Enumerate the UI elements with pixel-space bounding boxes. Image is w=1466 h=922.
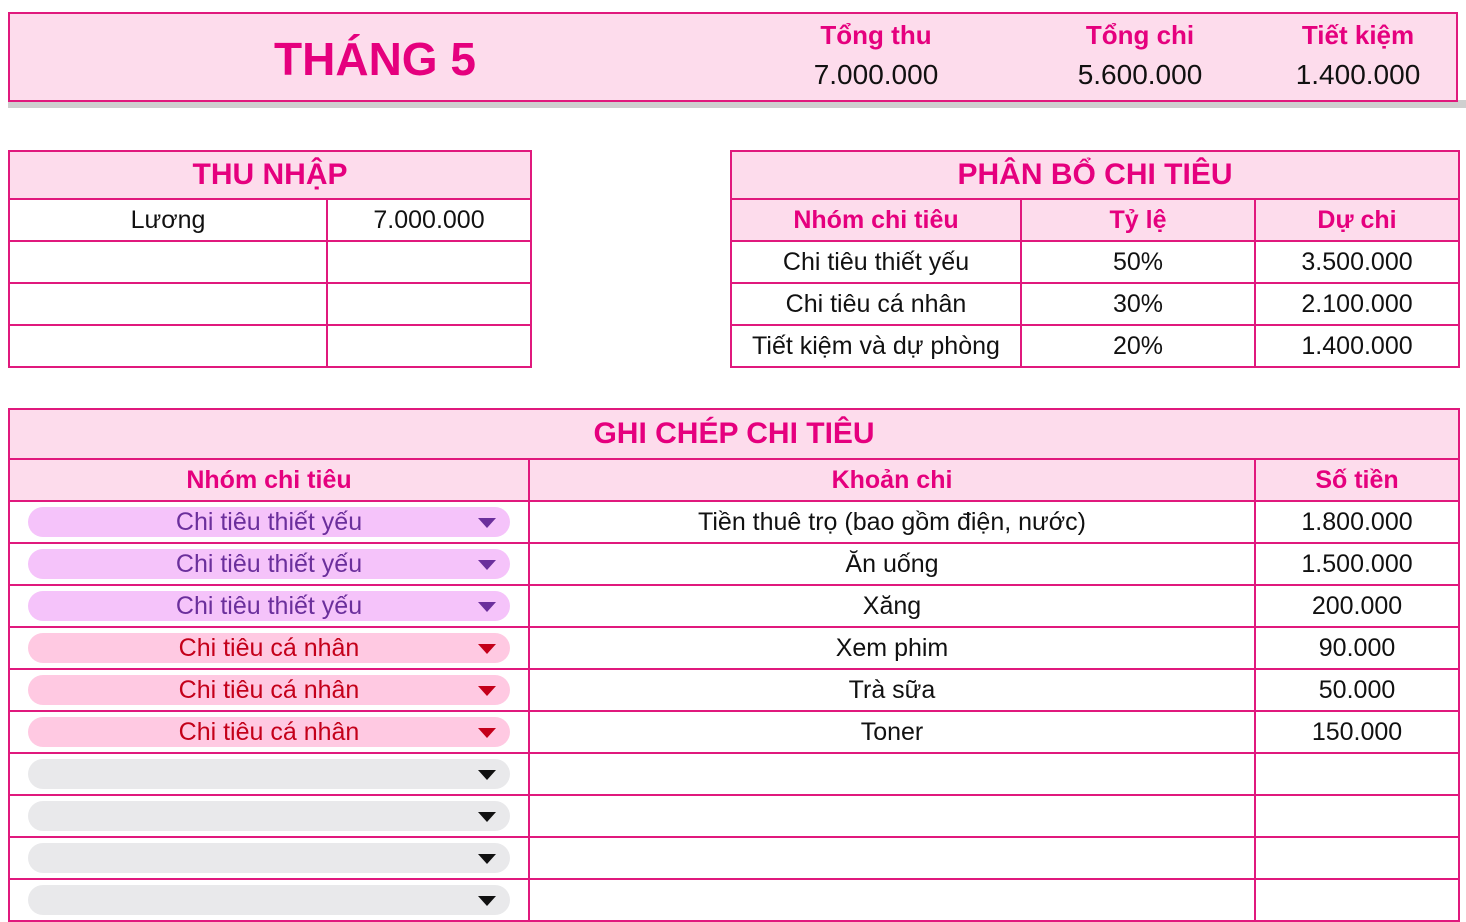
item-cell[interactable]: Ăn uống: [529, 543, 1255, 585]
chevron-down-icon[interactable]: [478, 518, 496, 528]
table-row: [9, 585, 1459, 627]
group-cell: [9, 795, 529, 837]
group-cell: [9, 879, 529, 921]
savings-label: Tiết kiệm: [1301, 20, 1415, 50]
group-dropdown[interactable]: [28, 843, 510, 873]
group-cell: [9, 543, 529, 585]
amount-cell[interactable]: [1255, 795, 1459, 837]
table-row: [9, 837, 1459, 879]
income-amount-cell[interactable]: [327, 241, 531, 283]
group-dropdown[interactable]: [28, 633, 510, 663]
table-row: [9, 501, 1459, 543]
table-row: [9, 753, 1459, 795]
group-dropdown-value: Chi tiêu thiết yếu: [175, 550, 363, 578]
log-col-group: Nhóm chi tiêu: [9, 459, 529, 501]
total-expense-stat: [1040, 20, 1240, 91]
allocation-col-ratio: Tỷ lệ: [1021, 199, 1255, 241]
total-income-value[interactable]: 7.000.000: [813, 59, 939, 90]
item-cell[interactable]: Toner: [529, 711, 1255, 753]
group-cell: [9, 627, 529, 669]
item-cell[interactable]: [529, 837, 1255, 879]
item-cell[interactable]: Xăng: [529, 585, 1255, 627]
savings-stat: [1258, 20, 1458, 91]
group-dropdown[interactable]: [28, 801, 510, 831]
expense-log-table: [8, 408, 1458, 922]
allocation-col-budget: Dự chi: [1255, 199, 1459, 241]
group-dropdown[interactable]: [28, 717, 510, 747]
chevron-down-icon[interactable]: [478, 812, 496, 822]
chevron-down-icon[interactable]: [478, 854, 496, 864]
group-dropdown[interactable]: [28, 675, 510, 705]
income-table: [8, 150, 530, 368]
group-dropdown-value: Chi tiêu cá nhân: [178, 634, 360, 662]
chevron-down-icon[interactable]: [478, 602, 496, 612]
table-row: [9, 669, 1459, 711]
income-name-cell[interactable]: [9, 283, 327, 325]
group-cell: [9, 585, 529, 627]
month-title: THÁNG 5: [274, 33, 476, 85]
amount-cell[interactable]: 50.000: [1255, 669, 1459, 711]
amount-cell[interactable]: 200.000: [1255, 585, 1459, 627]
income-name-cell[interactable]: Lương: [9, 199, 327, 241]
group-dropdown[interactable]: [28, 549, 510, 579]
amount-cell[interactable]: 1.800.000: [1255, 501, 1459, 543]
item-cell[interactable]: Tiền thuê trọ (bao gồm điện, nước): [529, 501, 1255, 543]
allocation-title: PHÂN BỔ CHI TIÊU: [731, 151, 1459, 199]
chevron-down-icon[interactable]: [478, 644, 496, 654]
summary-banner: [8, 12, 1458, 102]
group-dropdown-value: Chi tiêu thiết yếu: [175, 592, 363, 620]
log-col-item: Khoản chi: [529, 459, 1255, 501]
amount-cell[interactable]: [1255, 753, 1459, 795]
table-row: [9, 543, 1459, 585]
allocation-budget-cell[interactable]: 1.400.000: [1255, 325, 1459, 367]
group-cell: [9, 501, 529, 543]
group-cell: [9, 711, 529, 753]
group-dropdown-value: Chi tiêu cá nhân: [178, 718, 360, 746]
amount-cell[interactable]: 90.000: [1255, 627, 1459, 669]
group-dropdown[interactable]: [28, 759, 510, 789]
amount-cell[interactable]: [1255, 837, 1459, 879]
item-cell[interactable]: [529, 879, 1255, 921]
table-row: [9, 879, 1459, 921]
group-dropdown[interactable]: [28, 507, 510, 537]
income-name-cell[interactable]: [9, 241, 327, 283]
allocation-ratio-cell[interactable]: 20%: [1021, 325, 1255, 367]
allocation-col-group: Nhóm chi tiêu: [731, 199, 1021, 241]
item-cell[interactable]: [529, 795, 1255, 837]
allocation-budget-cell[interactable]: 3.500.000: [1255, 241, 1459, 283]
allocation-ratio-cell[interactable]: 30%: [1021, 283, 1255, 325]
group-dropdown-value: Chi tiêu cá nhân: [178, 676, 360, 704]
allocation-group-cell[interactable]: Tiết kiệm và dự phòng: [731, 325, 1021, 367]
total-income-label: Tổng thu: [820, 20, 932, 50]
chevron-down-icon[interactable]: [478, 770, 496, 780]
allocation-budget-cell[interactable]: 2.100.000: [1255, 283, 1459, 325]
group-dropdown[interactable]: [28, 591, 510, 621]
group-dropdown[interactable]: [28, 885, 510, 915]
total-income-stat: [776, 20, 976, 91]
allocation-group-cell[interactable]: Chi tiêu thiết yếu: [731, 241, 1021, 283]
income-amount-cell[interactable]: [327, 325, 531, 367]
expense-log-title: GHI CHÉP CHI TIÊU: [9, 409, 1459, 459]
table-row: [9, 627, 1459, 669]
total-expense-value[interactable]: 5.600.000: [1077, 59, 1203, 90]
income-amount-cell[interactable]: [327, 283, 531, 325]
group-cell: [9, 753, 529, 795]
item-cell[interactable]: Trà sữa: [529, 669, 1255, 711]
income-title: THU NHẬP: [9, 151, 531, 199]
income-amount-cell[interactable]: 7.000.000: [327, 199, 531, 241]
group-cell: [9, 837, 529, 879]
chevron-down-icon[interactable]: [478, 896, 496, 906]
amount-cell[interactable]: 1.500.000: [1255, 543, 1459, 585]
chevron-down-icon[interactable]: [478, 728, 496, 738]
income-name-cell[interactable]: [9, 325, 327, 367]
amount-cell[interactable]: 150.000: [1255, 711, 1459, 753]
group-dropdown-value: Chi tiêu thiết yếu: [175, 508, 363, 536]
savings-value[interactable]: 1.400.000: [1295, 59, 1421, 90]
table-row: [9, 795, 1459, 837]
item-cell[interactable]: Xem phim: [529, 627, 1255, 669]
item-cell[interactable]: [529, 753, 1255, 795]
amount-cell[interactable]: [1255, 879, 1459, 921]
allocation-group-cell[interactable]: Chi tiêu cá nhân: [731, 283, 1021, 325]
total-expense-label: Tổng chi: [1085, 20, 1195, 50]
chevron-down-icon[interactable]: [478, 686, 496, 696]
allocation-ratio-cell[interactable]: 50%: [1021, 241, 1255, 283]
chevron-down-icon[interactable]: [478, 560, 496, 570]
group-cell: [9, 669, 529, 711]
log-col-amount: Số tiền: [1255, 459, 1459, 501]
allocation-table: [730, 150, 1458, 368]
table-row: [9, 711, 1459, 753]
